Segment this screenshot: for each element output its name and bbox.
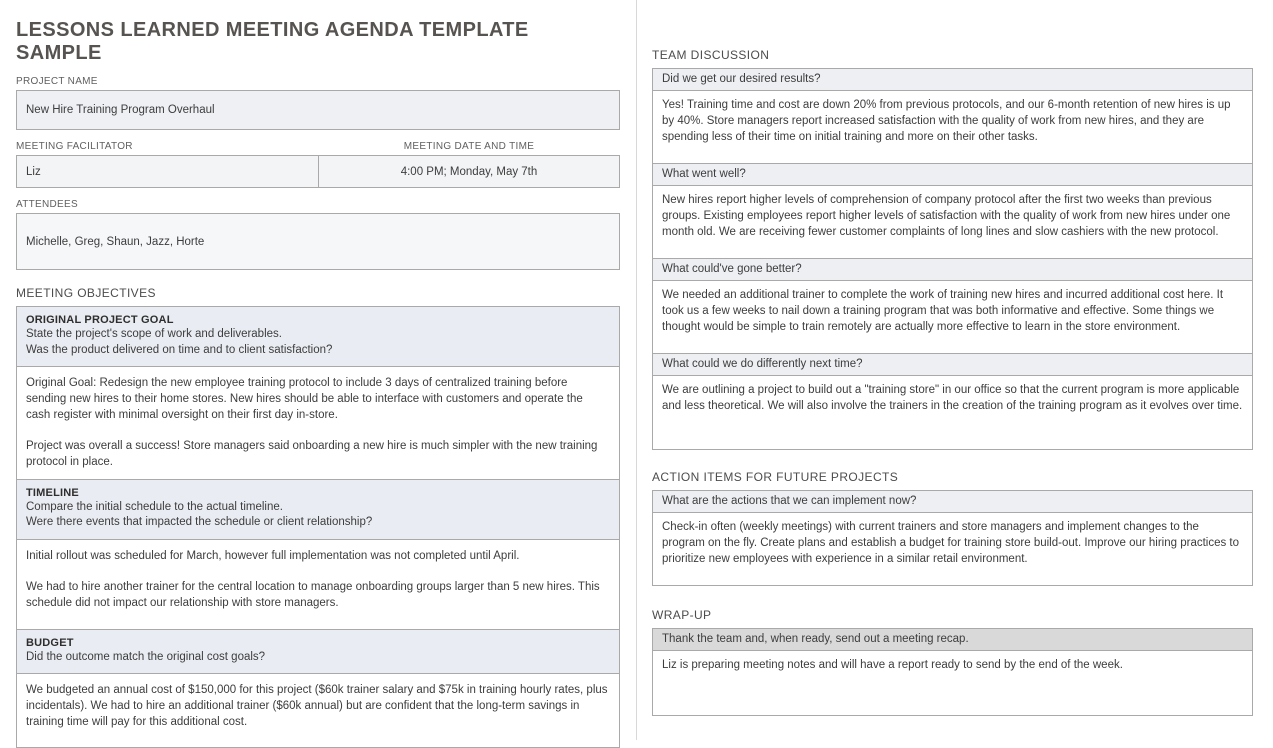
objectives-stack bbox=[16, 306, 620, 748]
facilitator-value: Liz bbox=[26, 165, 41, 178]
action-items-heading: ACTION ITEMS FOR FUTURE PROJECTS bbox=[652, 470, 899, 484]
page-title: LESSONS LEARNED MEETING AGENDA TEMPLATE SAMPLE bbox=[16, 19, 529, 64]
objective-section-budget bbox=[17, 630, 619, 748]
qa-pair-actions-now bbox=[653, 491, 1252, 585]
objectives-heading: MEETING OBJECTIVES bbox=[16, 286, 156, 300]
qa-pair-gone-better bbox=[653, 259, 1252, 354]
question-bar: What could we do differently next time? bbox=[653, 354, 1252, 376]
objective-answer-field[interactable] bbox=[17, 540, 619, 630]
project-name-field[interactable] bbox=[16, 90, 620, 130]
wrap-up-heading: WRAP-UP bbox=[652, 608, 712, 622]
objective-answer-paragraph: Project was overall a success! Store managers said onboarding a new hire is much simpler with the new training protocol in place. bbox=[26, 440, 598, 469]
qa-pair-wrap-up bbox=[653, 629, 1252, 715]
objective-prompt: Were there events that impacted the schedule or client relationship? bbox=[26, 516, 373, 529]
project-name-value: New Hire Training Program Overhaul bbox=[26, 104, 215, 116]
facilitator-date-row bbox=[16, 155, 620, 188]
objective-prompt: Compare the initial schedule to the actual timeline. bbox=[26, 500, 283, 513]
facilitator-field[interactable] bbox=[17, 156, 319, 187]
objective-title: BUDGET bbox=[26, 636, 74, 649]
objective-prompt: Did the outcome match the original cost goals? bbox=[26, 650, 266, 663]
wrap-up-instruction-bar: Thank the team and, when ready, send out a meeting recap. bbox=[653, 629, 1252, 651]
question-bar: What are the actions that we can implement now? bbox=[653, 491, 1252, 513]
right-column bbox=[652, 0, 1253, 716]
facilitator-date-labels bbox=[16, 141, 620, 152]
objective-section-timeline bbox=[17, 480, 619, 630]
attendees-value: Michelle, Greg, Shaun, Jazz, Horte bbox=[26, 235, 205, 248]
answer-text: New hires report higher levels of comprehension of company protocol after the first two weeks than previous groups. Existing employees report higher levels of satisfaction with the quality of work from new hires under one month old. We are receiving fewer customer complaints of long lines and slow cashiers with the new protocol. bbox=[662, 194, 1231, 238]
objective-answer-paragraph: Original Goal: Redesign the new employee training protocol to include 3 days of centralized training before sending new hires to their home stores. New hires should be able to interface with customers and operate the cash register with minimal oversight on their first day in-store. bbox=[26, 377, 583, 422]
answer-text: Liz is preparing meeting notes and will have a report ready to send by the end of the week. bbox=[662, 659, 1123, 671]
column-divider bbox=[636, 0, 637, 740]
meeting-datetime-value: 4:00 PM; Monday, May 7th bbox=[400, 165, 538, 178]
answer-text: Check-in often (weekly meetings) with current trainers and store managers and implement changes to the program on the fly. Create plans and establish a budget for training store build-out. Improve our hiring practices to prioritize new employees with experience in a similar retail environment. bbox=[662, 521, 1240, 565]
qa-pair-differently-next-time bbox=[653, 354, 1252, 449]
answer-field[interactable] bbox=[653, 186, 1252, 259]
facilitator-label: MEETING FACILITATOR bbox=[16, 141, 133, 152]
answer-field[interactable] bbox=[653, 376, 1252, 449]
objective-header bbox=[17, 480, 619, 540]
answer-text: Yes! Training time and cost are down 20% from previous protocols, and our 6-month retention of new hires is up by 40%. Store managers report increased satisfaction with the quality of work from new hires, and they are spending less of their time on initial training and more on their other tasks. bbox=[662, 99, 1231, 143]
question-bar: Did we get our desired results? bbox=[653, 69, 1252, 91]
objective-answer-field[interactable] bbox=[17, 674, 619, 747]
qa-pair-desired-results bbox=[653, 69, 1252, 164]
objective-answer-field[interactable] bbox=[17, 367, 619, 479]
objective-answer-paragraph: We had to hire another trainer for the central location to manage onboarding groups larger than 5 new hires. This schedule did not impact our relationship with store managers. bbox=[26, 580, 600, 609]
action-items-stack bbox=[652, 490, 1253, 586]
meeting-datetime-field[interactable] bbox=[319, 156, 619, 187]
answer-text: We are outlining a project to build out a "training store" in our office so that the current program is more applicable and less theoretical. We will also involve the trainers in the creation of the training program as it evolves over time. bbox=[662, 384, 1243, 412]
objective-header bbox=[17, 307, 619, 367]
left-column bbox=[16, 0, 620, 748]
team-discussion-heading: TEAM DISCUSSION bbox=[652, 48, 770, 62]
objective-title: TIMELINE bbox=[26, 486, 79, 499]
question-bar: What could've gone better? bbox=[653, 259, 1252, 281]
objective-answer-paragraph: We budgeted an annual cost of $150,000 for this project ($60k trainer salary and $75k in training hourly rates, plus incidentals). We had to hire an additional trainer ($60k annual) but are confident that the long-term savings in training time will pay for this additional cost. bbox=[26, 684, 608, 729]
answer-field[interactable] bbox=[653, 91, 1252, 164]
objective-section-original-project-goal bbox=[17, 307, 619, 480]
objective-prompt: State the project's scope of work and deliverables. bbox=[26, 328, 282, 340]
answer-field[interactable] bbox=[653, 281, 1252, 354]
objective-prompt: Was the product delivered on time and to client satisfaction? bbox=[26, 343, 333, 356]
answer-text: We needed an additional trainer to complete the work of training new hires and incurred additional cost here. It took us a few weeks to nail down a training program that was both informative and effective. Some things we thought would be simple to train remotely are actually more effective to learn in the store environment. bbox=[662, 289, 1224, 333]
meeting-datetime-label: MEETING DATE AND TIME bbox=[403, 141, 535, 152]
team-discussion-stack bbox=[652, 68, 1253, 450]
answer-field[interactable] bbox=[653, 513, 1252, 585]
qa-pair-went-well bbox=[653, 164, 1252, 259]
wrap-up-stack bbox=[652, 628, 1253, 716]
objective-header bbox=[17, 630, 619, 675]
attendees-field[interactable] bbox=[16, 213, 620, 270]
project-name-label: PROJECT NAME bbox=[16, 76, 98, 87]
objective-title: ORIGINAL PROJECT GOAL bbox=[26, 314, 174, 326]
answer-field[interactable] bbox=[653, 651, 1252, 715]
objective-answer-paragraph: Initial rollout was scheduled for March, however full implementation was not completed until April. bbox=[26, 549, 520, 562]
attendees-label: ATTENDEES bbox=[16, 199, 78, 210]
question-bar: What went well? bbox=[653, 164, 1252, 186]
